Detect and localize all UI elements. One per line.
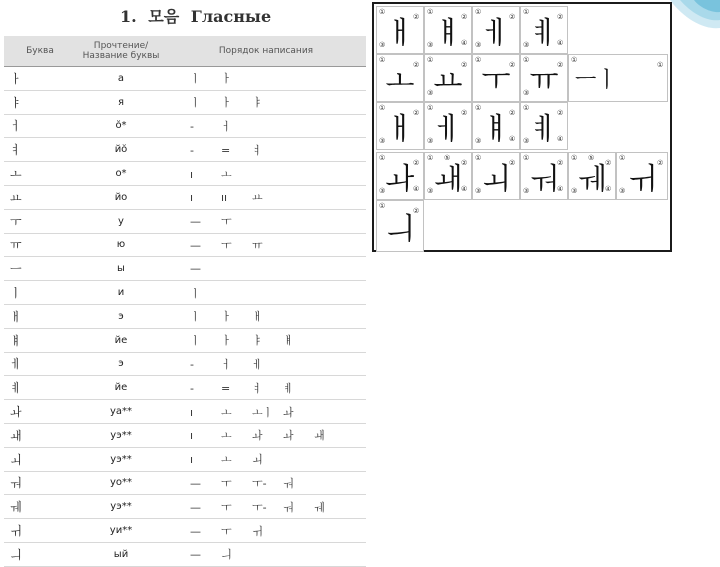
vowel-reading: уэ** <box>76 495 166 519</box>
stroke-character: ㅠ <box>529 64 559 99</box>
stroke-number: ③ <box>523 89 530 97</box>
stroke-character: ㅖ <box>529 112 559 147</box>
writing-order-steps <box>166 185 366 209</box>
writing-step: ㅏ <box>221 72 232 86</box>
table-row <box>4 257 366 281</box>
vowel-reading: уэ** <box>76 423 166 447</box>
writing-order-steps <box>166 495 366 519</box>
stroke-character: ㅖ <box>529 16 559 51</box>
writing-step: ㅣ <box>190 286 201 300</box>
stroke-number: ① <box>427 154 434 162</box>
stroke-character: ㅛ <box>433 64 463 99</box>
writing-step: ㅟ <box>252 524 263 538</box>
stroke-number: ① <box>475 104 482 112</box>
writing-step: ㅕ <box>252 143 263 157</box>
writing-step: — <box>190 262 201 276</box>
stroke-number: ③ <box>379 187 386 195</box>
writing-step: ㅣ <box>190 72 201 86</box>
writing-step: ı <box>190 167 194 181</box>
writing-step: ㅏ <box>221 334 232 348</box>
stroke-cell <box>520 54 568 102</box>
writing-order-steps <box>166 257 366 281</box>
stroke-number: ③ <box>379 137 386 145</box>
table-row <box>4 471 366 495</box>
writing-step: ㅏ <box>221 96 232 110</box>
stroke-number: ⑤ <box>444 154 451 162</box>
stroke-character: ㅐ <box>385 112 415 147</box>
writing-order-steps <box>166 328 366 352</box>
stroke-number: ① <box>379 104 386 112</box>
writing-step: ㅜ <box>221 238 232 252</box>
header-letter: Буква <box>4 36 76 67</box>
writing-order-steps <box>166 138 366 162</box>
writing-step: ㅐ <box>252 310 263 324</box>
writing-order-steps <box>166 376 366 400</box>
writing-step: ı <box>190 429 194 443</box>
stroke-cell <box>376 6 424 54</box>
stroke-number: ② <box>413 109 420 117</box>
stroke-character: ㅜ <box>481 64 511 99</box>
stroke-number: ② <box>509 61 516 69</box>
writing-order-steps <box>166 542 366 566</box>
stroke-number: ② <box>461 13 468 21</box>
stroke-number: ③ <box>427 187 434 195</box>
stroke-cell <box>568 152 616 200</box>
vowel-letter: ㅒ <box>4 328 76 352</box>
stroke-cell <box>472 54 520 102</box>
stroke-number: ① <box>523 154 530 162</box>
stroke-number: ② <box>557 61 564 69</box>
stroke-number: ③ <box>523 137 530 145</box>
writing-step: ㅗ <box>221 405 232 419</box>
stroke-number: ③ <box>427 137 434 145</box>
writing-order-steps <box>166 352 366 376</box>
stroke-number: ① <box>379 202 386 210</box>
stroke-number: ③ <box>475 137 482 145</box>
vowel-letter: ㅚ <box>4 447 76 471</box>
writing-step: — <box>190 476 201 490</box>
writing-step: ㅒ <box>283 334 294 348</box>
stroke-cell <box>472 152 520 200</box>
writing-step: ıı <box>221 191 228 205</box>
vowel-letter: ㅝ <box>4 471 76 495</box>
stroke-number: ③ <box>523 41 530 49</box>
stroke-number: ① <box>523 56 530 64</box>
writing-order-steps <box>166 67 366 91</box>
vowel-reading: а <box>76 67 166 91</box>
writing-step: - <box>190 357 194 371</box>
writing-step: ㅘ <box>283 405 294 419</box>
writing-order-steps <box>166 447 366 471</box>
table-row <box>4 281 366 305</box>
stroke-number: ③ <box>523 187 530 195</box>
vowel-letter: ㅠ <box>4 233 76 257</box>
stroke-number: ③ <box>571 187 578 195</box>
writing-step: ㅣ <box>190 96 201 110</box>
vowel-letter: ㅙ <box>4 423 76 447</box>
stroke-cell <box>376 200 424 252</box>
table-row <box>4 328 366 352</box>
stroke-cell <box>376 102 424 150</box>
stroke-number: ② <box>657 159 664 167</box>
writing-order-steps <box>166 519 366 543</box>
stroke-number: ① <box>475 56 482 64</box>
stroke-character: ㅢ <box>385 212 415 247</box>
vowel-reading: я <box>76 90 166 114</box>
table-row <box>4 67 366 91</box>
writing-step: ㅕ <box>252 381 263 395</box>
title-russian: Гласные <box>190 7 272 26</box>
stroke-cell <box>472 6 520 54</box>
writing-step: ㅑ <box>252 334 263 348</box>
stroke-number: ④ <box>461 185 468 193</box>
writing-step: ㅘ <box>283 429 294 443</box>
writing-step: = <box>221 381 231 395</box>
writing-step: ㅗ <box>221 167 232 181</box>
writing-order-steps <box>166 162 366 186</box>
vowel-letter: ㅓ <box>4 114 76 138</box>
stroke-character: ㅔ <box>433 112 463 147</box>
vowel-letter: ㅏ <box>4 67 76 91</box>
stroke-number: ① <box>427 8 434 16</box>
stroke-character: ㅒ <box>481 112 511 147</box>
stroke-character: ㅐ <box>385 16 415 51</box>
stroke-number: ② <box>413 61 420 69</box>
writing-step: ㅗ <box>221 429 232 443</box>
page-title <box>120 4 271 27</box>
stroke-number: ② <box>509 13 516 21</box>
stroke-cell <box>520 6 568 54</box>
vowel-reading: ый <box>76 542 166 566</box>
stroke-cell <box>376 152 424 200</box>
stroke-number: ① <box>571 56 578 64</box>
stroke-number: ② <box>413 13 420 21</box>
writing-step: ㅜ <box>221 524 232 538</box>
writing-step: ㅞ <box>314 500 325 514</box>
vowel-reading: йŏ <box>76 138 166 162</box>
vowel-reading: и <box>76 281 166 305</box>
stroke-number: ④ <box>557 185 564 193</box>
writing-order-steps <box>166 90 366 114</box>
writing-step: ı <box>190 453 194 467</box>
writing-step: — <box>190 215 201 229</box>
writing-step: — <box>190 238 201 252</box>
writing-step: ı <box>190 405 194 419</box>
table-row <box>4 400 366 424</box>
vowel-letter: ㅐ <box>4 304 76 328</box>
vowel-letter: ㅘ <box>4 400 76 424</box>
stroke-number: ① <box>379 56 386 64</box>
writing-step: — <box>190 524 201 538</box>
stroke-number: ① <box>475 154 482 162</box>
vowel-reading: о* <box>76 162 166 186</box>
table-row <box>4 423 366 447</box>
stroke-character: ㅟ <box>627 162 657 197</box>
stroke-cell <box>520 152 568 200</box>
vowel-letter: ㅔ <box>4 352 76 376</box>
vowel-reading: йо <box>76 185 166 209</box>
stroke-character: ㅗ <box>385 64 415 99</box>
writing-step: ㅝ <box>283 500 294 514</box>
vowel-letter: ㅗ <box>4 162 76 186</box>
stroke-cell <box>424 54 472 102</box>
writing-step: ㅙ <box>314 429 325 443</box>
stroke-cell <box>472 102 520 150</box>
stroke-number: ② <box>461 159 468 167</box>
stroke-number: ③ <box>475 41 482 49</box>
stroke-number: ② <box>461 61 468 69</box>
writing-step: ㅣ <box>190 310 201 324</box>
writing-step: - <box>190 381 194 395</box>
writing-order-steps <box>166 400 366 424</box>
writing-step: ㅠ <box>252 238 263 252</box>
stroke-number: ② <box>413 159 420 167</box>
stroke-number: ① <box>379 8 386 16</box>
writing-order-steps <box>166 423 366 447</box>
vowel-reading: у <box>76 209 166 233</box>
stroke-character: ㅘ <box>385 162 415 197</box>
writing-step: = <box>221 143 231 157</box>
vowel-letter: ㅡ <box>4 257 76 281</box>
header-reading: Прочтение/ Название буквы <box>76 36 166 67</box>
writing-step: ㅜ <box>221 476 232 490</box>
writing-order-steps <box>166 114 366 138</box>
writing-step: ㅓ <box>221 119 232 133</box>
stroke-number: ① <box>657 61 664 69</box>
writing-step: ㅑ <box>252 96 263 110</box>
writing-order-steps <box>166 233 366 257</box>
table-row <box>4 185 366 209</box>
stroke-character: ㅒ <box>433 16 463 51</box>
stroke-number: ⑤ <box>588 154 595 162</box>
vowel-reading: уо** <box>76 471 166 495</box>
writing-step: ㅏ <box>221 310 232 324</box>
writing-step: ㅗㅣ <box>252 405 274 419</box>
vowel-reading: э <box>76 352 166 376</box>
table-row <box>4 138 366 162</box>
stroke-number: ③ <box>475 187 482 195</box>
vowel-table <box>4 36 366 567</box>
table-row <box>4 495 366 519</box>
stroke-cell <box>520 102 568 150</box>
vowel-reading: уи** <box>76 519 166 543</box>
stroke-order-grid <box>372 2 672 252</box>
table-row <box>4 233 366 257</box>
table-row <box>4 90 366 114</box>
stroke-number: ④ <box>557 135 564 143</box>
vowel-reading: уа** <box>76 400 166 424</box>
stroke-number: ② <box>557 13 564 21</box>
stroke-number: ① <box>427 104 434 112</box>
writing-order-steps <box>166 281 366 305</box>
stroke-number: ① <box>619 154 626 162</box>
table-row <box>4 209 366 233</box>
writing-step: ı <box>190 191 194 205</box>
vowel-reading: уэ** <box>76 447 166 471</box>
title-korean: 모음 <box>148 7 180 26</box>
stroke-character: ㅡㅣ <box>575 67 618 93</box>
vowel-letter: ㅕ <box>4 138 76 162</box>
writing-step: ㅖ <box>283 381 294 395</box>
stroke-number: ② <box>461 109 468 117</box>
stroke-number: ③ <box>427 89 434 97</box>
vowel-letter: ㅑ <box>4 90 76 114</box>
writing-order-steps <box>166 304 366 328</box>
stroke-character: ㅞ <box>577 162 607 197</box>
stroke-number: ③ <box>427 41 434 49</box>
writing-step: ㅓ <box>221 357 232 371</box>
stroke-number: ① <box>379 154 386 162</box>
table-row <box>4 376 366 400</box>
table-row <box>4 519 366 543</box>
stroke-character: ㅙ <box>433 162 463 197</box>
stroke-character: ㅝ <box>529 162 559 197</box>
stroke-cell <box>424 152 472 200</box>
vowel-letter: ㅟ <box>4 519 76 543</box>
writing-order-steps <box>166 209 366 233</box>
writing-step: ㅜ- <box>252 500 267 514</box>
writing-step: ㅣ <box>190 334 201 348</box>
stroke-number: ① <box>523 8 530 16</box>
writing-step: ㅜ <box>221 215 232 229</box>
writing-step: ㅝ <box>283 476 294 490</box>
stroke-number: ① <box>571 154 578 162</box>
vowel-reading: ŏ* <box>76 114 166 138</box>
stroke-cell <box>424 102 472 150</box>
writing-step: — <box>190 500 201 514</box>
writing-step: ㅜ- <box>252 476 267 490</box>
stroke-number: ② <box>413 207 420 215</box>
table-row <box>4 542 366 566</box>
writing-step: ㅘ <box>252 429 263 443</box>
header-writing-order: Порядок написания <box>166 36 366 67</box>
stroke-character: ㅔ <box>481 16 511 51</box>
stroke-number: ③ <box>619 187 626 195</box>
stroke-number: ① <box>523 104 530 112</box>
table-row <box>4 447 366 471</box>
stroke-number: ② <box>605 159 612 167</box>
vowel-reading: э <box>76 304 166 328</box>
writing-step: ㅜ <box>221 500 232 514</box>
stroke-number: ② <box>509 159 516 167</box>
stroke-number: ② <box>557 109 564 117</box>
vowel-reading: йе <box>76 328 166 352</box>
vowel-reading: йе <box>76 376 166 400</box>
vowel-letter: ㅜ <box>4 209 76 233</box>
writing-step: ㅚ <box>252 453 263 467</box>
writing-step: ㅢ <box>221 548 232 562</box>
writing-step: ㅛ <box>252 191 263 205</box>
stroke-number: ② <box>509 109 516 117</box>
writing-step: ㅔ <box>252 357 263 371</box>
table-header-row <box>4 36 366 67</box>
table-row <box>4 162 366 186</box>
vowel-reading: ы <box>76 257 166 281</box>
title-number: 1. <box>120 7 137 26</box>
table-row <box>4 114 366 138</box>
vowel-letter: ㅢ <box>4 542 76 566</box>
stroke-number: ④ <box>605 185 612 193</box>
writing-order-steps <box>166 471 366 495</box>
stroke-number: ④ <box>413 185 420 193</box>
vowel-letter: ㅞ <box>4 495 76 519</box>
table-row <box>4 352 366 376</box>
stroke-number: ② <box>557 159 564 167</box>
stroke-cell <box>424 6 472 54</box>
vowel-letter: ㅖ <box>4 376 76 400</box>
stroke-number: ④ <box>557 39 564 47</box>
stroke-number: ① <box>475 8 482 16</box>
stroke-cell <box>376 54 424 102</box>
vowel-letter: ㅣ <box>4 281 76 305</box>
writing-step: — <box>190 548 201 562</box>
vowel-reading: ю <box>76 233 166 257</box>
stroke-cell <box>616 152 668 200</box>
writing-step: ㅗ <box>221 453 232 467</box>
writing-step: - <box>190 143 194 157</box>
stroke-number: ① <box>427 56 434 64</box>
stroke-number: ④ <box>509 135 516 143</box>
stroke-cell <box>568 54 668 102</box>
vowel-table-body <box>4 67 366 567</box>
table-row <box>4 304 366 328</box>
stroke-number: ③ <box>379 41 386 49</box>
writing-step: - <box>190 119 194 133</box>
vowel-letter: ㅛ <box>4 185 76 209</box>
stroke-character: ㅚ <box>481 162 511 197</box>
stroke-number: ④ <box>461 39 468 47</box>
